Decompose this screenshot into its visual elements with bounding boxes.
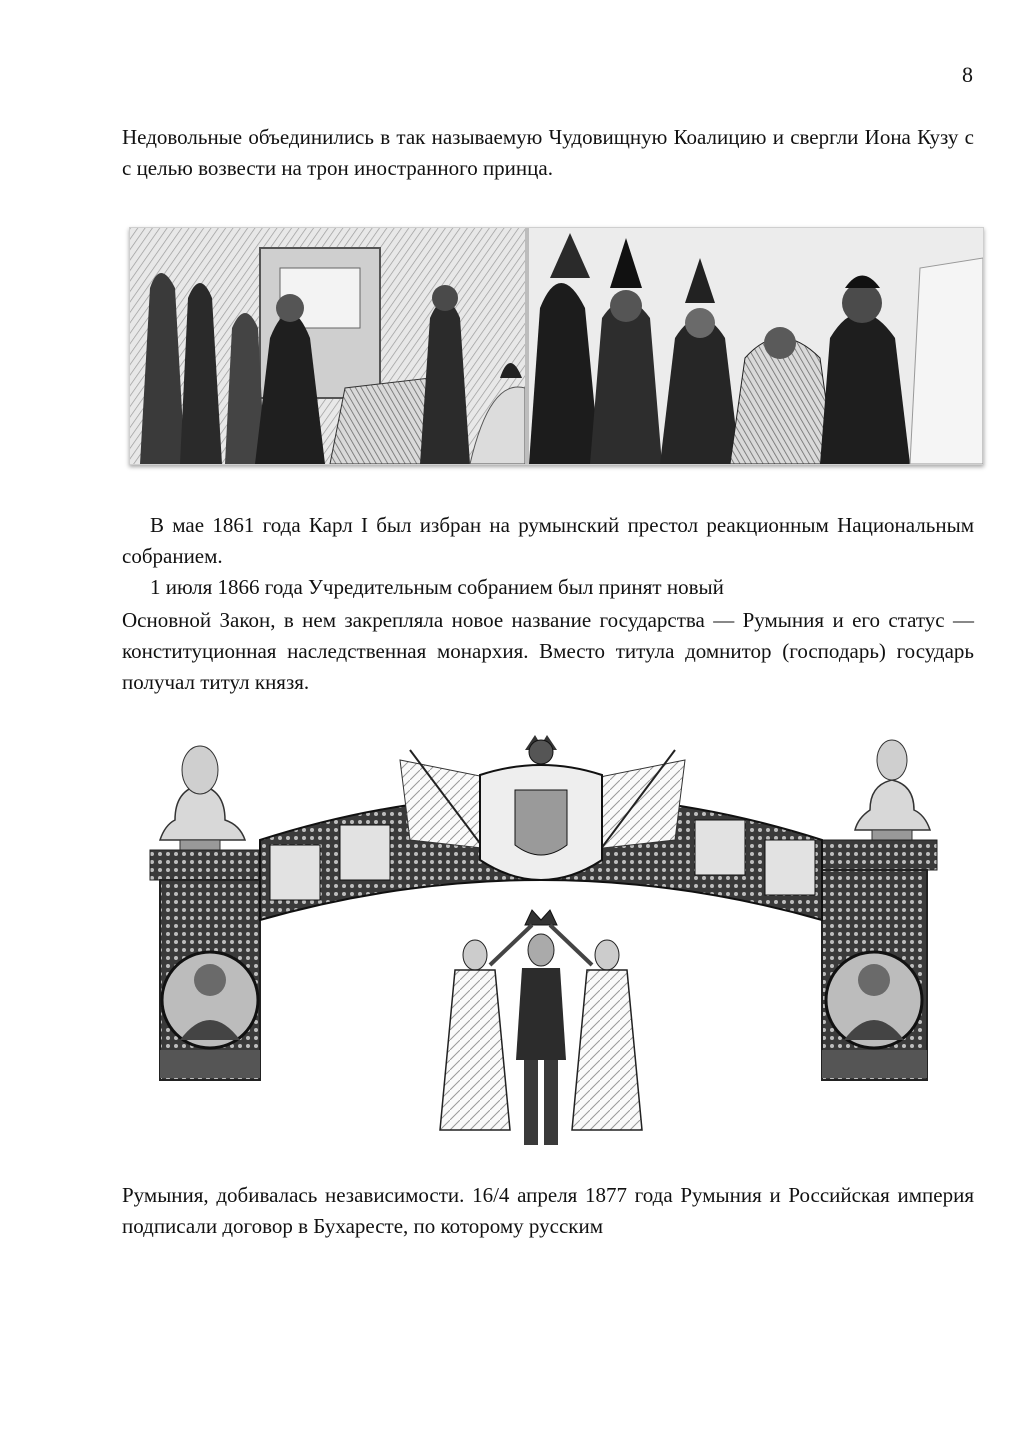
page-number: 8 [962,62,973,87]
paragraph-coalition: Недовольные объединились в так называемую Чудовищную Коалицию и свергли Иона Кузу с с целью возвести на трон иностранного принца. [122,125,974,180]
arch-scene [140,730,942,1158]
engraving-scene [130,228,983,464]
paragraph-independence: Румыния, добивалась независимости. 16/4 апреля 1877 года Румыния и Российская империя подписали договор в Бухаресте, по которому русским [122,1183,974,1238]
paragraph-karl-elected: В мае 1861 года Карл I был избран на румынский престол реакционным Национальным собранием. [122,513,974,568]
paragraph-constitution-first-line: 1 июля 1866 года Учредительным собранием был принят новый [150,575,724,599]
engraving-illustration [129,227,984,465]
coat-of-arms-arch-illustration [140,730,942,1158]
paragraph-constitution: Основной Закон, в нем закрепляла новое название государства — Румыния и его статус — конституционная наследственная монархия. Вместо титула домнитор (господарь) государь получал титул князя. [122,608,974,694]
